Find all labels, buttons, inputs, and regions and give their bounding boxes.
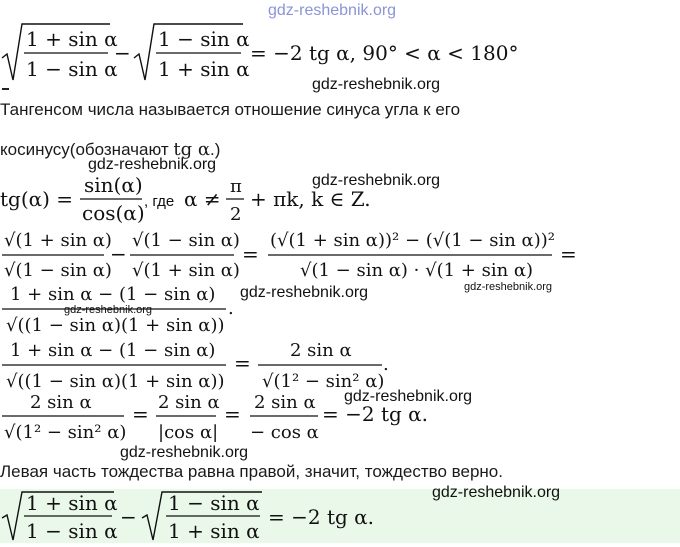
s1-c-den: √(1 − sin α) · √(1 + sin α) (300, 260, 534, 281)
s3-r-num: 2 sin α (290, 340, 352, 361)
watermark: gdz-reshebnik.org (312, 172, 441, 189)
svg-text:=: = (560, 242, 577, 266)
watermark: gdz-reshebnik.org (120, 444, 249, 461)
answer-formula (0, 488, 400, 543)
watermark: gdz-reshebnik.org (464, 281, 553, 293)
tg-lhs: tg(α) = (0, 187, 74, 211)
step-1-formula (0, 226, 600, 288)
step-4 (0, 388, 440, 452)
answer-rhs: = −2 tg α. (268, 505, 375, 529)
problem-num1: 1 + sin α (26, 27, 118, 51)
svg-text:−: − (110, 242, 127, 266)
problem-den1: 1 − sin α (26, 57, 118, 81)
s4-a-num: 2 sin α (30, 392, 92, 413)
s3-den: √((1 − sin α)(1 + sin α)) (6, 371, 225, 392)
tg-num: sin(α) (84, 173, 143, 197)
watermark: gdz-reshebnik.org (432, 484, 561, 501)
answer-den2: 1 + sin α (168, 519, 260, 543)
svg-text:=: = (234, 351, 251, 375)
decorative-mark (2, 88, 9, 90)
watermark: gdz-reshebnik.org (344, 388, 473, 405)
s4-result: = −2 tg α. (322, 402, 429, 426)
svg-text:.: . (228, 298, 234, 319)
s2-den: √((1 − sin α)(1 + sin α)) (6, 315, 225, 336)
watermark: gdz-reshebnik.org (268, 2, 397, 19)
answer-num1: 1 + sin α (26, 491, 118, 515)
s4-a-den: √(1² − sin² α) (4, 422, 127, 443)
tangent-definition (0, 172, 420, 232)
tg-cond: α ≠ (184, 187, 221, 211)
step-3-formula (0, 336, 400, 396)
tangent-formula (0, 172, 420, 228)
svg-text:=: = (132, 402, 149, 426)
problem-rhs: = −2 tg α, 90° < α < 180°. (250, 41, 520, 65)
problem-den2: 1 + sin α (158, 57, 250, 81)
answer-formula-box (0, 488, 400, 547)
tg-pi: π (230, 176, 242, 197)
svg-text:−: − (120, 505, 137, 529)
s4-b-den: |cos α| (158, 422, 219, 443)
s1-b-den: √(1 + sin α) (132, 260, 240, 281)
s3-r-den: √(1² − sin² α) (262, 371, 385, 392)
problem-statement (0, 18, 520, 90)
answer-den1: 1 − sin α (26, 519, 118, 543)
answer-num2: 1 − sin α (168, 491, 260, 515)
svg-text:=: = (224, 402, 241, 426)
watermark: gdz-reshebnik.org (240, 284, 369, 301)
definition-line-2: косинусу(обозначают tg α.) (0, 139, 221, 160)
definition-line-1: Тангенсом числа называется отношение синуса угла к его (0, 100, 461, 119)
tg-den: cos(α) (82, 201, 145, 225)
s4-c-num: 2 sin α (254, 392, 316, 413)
tg-two: 2 (230, 204, 242, 225)
watermark: gdz-reshebnik.org (312, 76, 441, 93)
s4-c-den: − cos α (250, 422, 319, 443)
s1-c-num: (√(1 + sin α))² − (√(1 − sin α))² (270, 230, 555, 251)
svg-text:−: − (114, 41, 131, 65)
tg-tail: + πk, k ∈ Z. (250, 187, 371, 211)
s3-num: 1 + sin α − (1 − sin α) (10, 340, 216, 361)
s1-b-num: √(1 − sin α) (132, 230, 240, 251)
tg-where: , где (144, 193, 175, 210)
svg-text:.: . (383, 354, 389, 375)
watermark: gdz-reshebnik.org (88, 156, 217, 173)
watermark: gdz-reshebnik.org (64, 304, 153, 316)
s1-a-den: √(1 − sin α) (4, 260, 112, 281)
conclusion-text: Левая часть тождества равна правой, значит, тождество верно. (0, 462, 503, 481)
svg-text:=: = (242, 242, 259, 266)
problem-num2: 1 − sin α (158, 27, 250, 51)
problem-formula (0, 18, 520, 86)
s1-a-num: √(1 + sin α) (4, 230, 112, 251)
s2-num: 1 + sin α − (1 − sin α) (10, 284, 216, 305)
s4-b-num: 2 sin α (158, 392, 220, 413)
step-4-formula (0, 388, 440, 448)
